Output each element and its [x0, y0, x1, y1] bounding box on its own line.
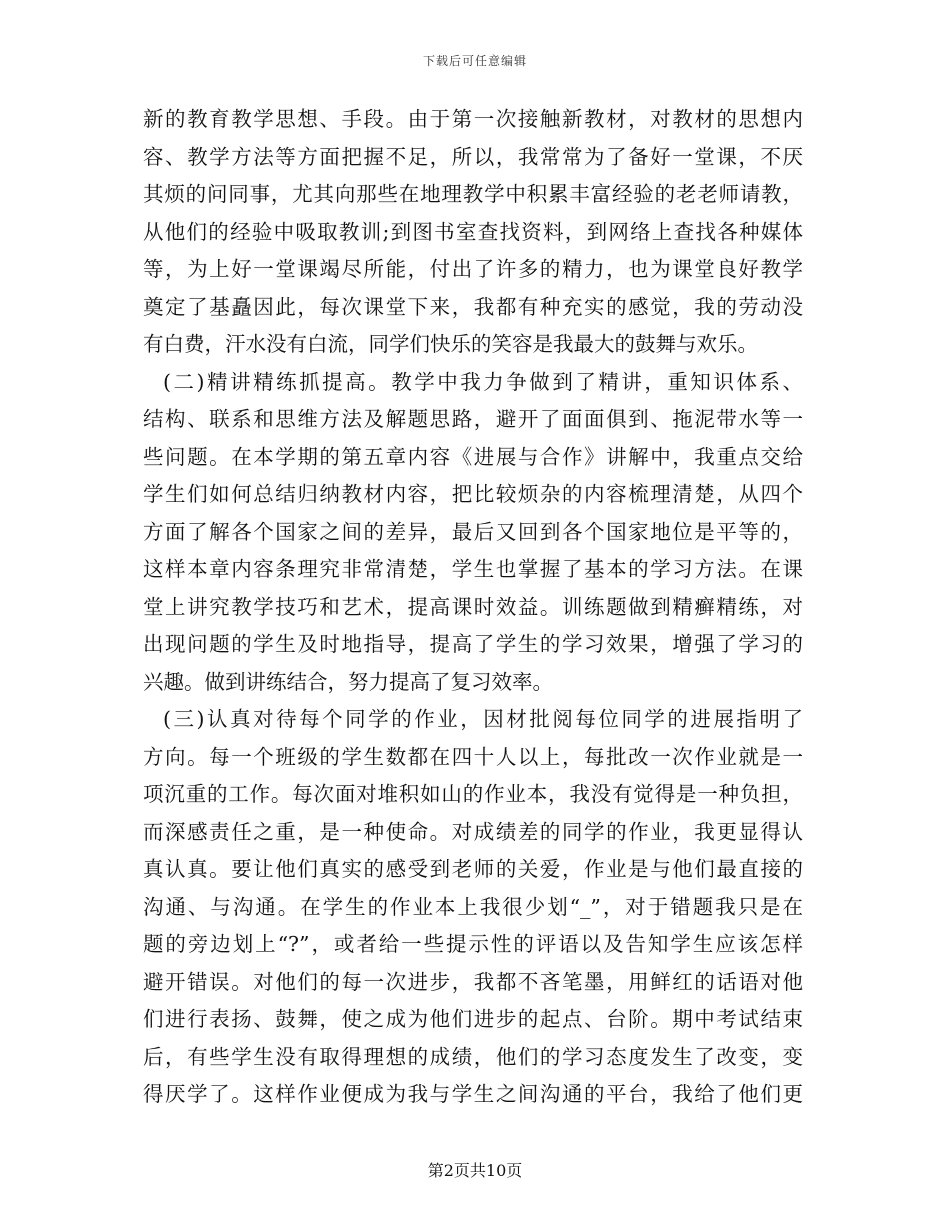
text-line: 方向。每一个班级的学生数都在四十人以上，每批改一次作业就是一	[143, 744, 803, 769]
text-line: 方面了解各个国家之间的差异，最后又回到各个国家地位是平等的，	[143, 519, 803, 544]
text-line: 容、教学方法等方面把握不足，所以，我常常为了备好一堂课，不厌	[143, 144, 803, 169]
document-body	[143, 101, 803, 1114]
text-line: 们进行表扬、鼓舞，使之成为他们进步的起点、台阶。期中考试结束	[143, 1007, 803, 1031]
text-line: 而深感责任之重，是一种使命。对成绩差的同学的作业，我更显得认	[143, 819, 803, 844]
paragraph-start-line: (三)认真对待每个同学的作业，因材批阅每位同学的进展指明了	[163, 707, 803, 731]
text-line: 得厌学了。这样作业便成为我与学生之间沟通的平台，我给了他们更	[143, 1082, 803, 1106]
text-line: 学生们如何总结归纳教材内容，把比较烦杂的内容梳理清楚，从四个	[143, 482, 803, 506]
text-line: 从他们的经验中吸取教训;到图书室查找资料，到网络上查找各种媒体	[143, 219, 803, 244]
text-line: 沟通、与沟通。在学生的作业本上我很少划“_”，对于错题我只是在	[143, 894, 803, 919]
text-line: 这样本章内容条理究非常清楚，学生也掌握了基本的学习方法。在课	[143, 557, 803, 581]
text-line: 题的旁边划上“?”，或者给一些提示性的评语以及告知学生应该怎样	[143, 932, 803, 956]
text-line: 真认真。要让他们真实的感受到老师的关爱，作业是与他们最直接的	[143, 857, 803, 881]
text-line: 些问题。在本学期的第五章内容《进展与合作》讲解中，我重点交给	[143, 444, 803, 469]
page-number: 第2页共10页	[427, 1161, 523, 1180]
text-line: 其烦的问同事，尤其向那些在地理教学中积累丰富经验的老老师请教，	[143, 182, 803, 206]
page-header-note: 下载后可任意编辑	[422, 54, 527, 68]
paragraph-start-line: (二)精讲精练抓提高。教学中我力争做到了精讲，重知识体系、	[163, 369, 803, 394]
text-line: 等，为上好一堂课竭尽所能，付出了许多的精力，也为课堂良好教学	[143, 257, 803, 281]
text-line: 新的教育教学思想、手段。由于第一次接触新教材，对教材的思想内	[143, 107, 803, 131]
text-line: 出现问题的学生及时地指导，提高了学生的学习效果，增强了学习的	[143, 632, 803, 656]
text-line: 有白费，汗水没有白流，同学们快乐的笑容是我最大的鼓舞与欢乐。	[143, 332, 758, 356]
text-line: 项沉重的工作。每次面对堆积如山的作业本，我没有觉得是一种负担，	[143, 782, 803, 806]
text-line: 奠定了基矗因此，每次课堂下来，我都有种充实的感觉，我的劳动没	[143, 294, 803, 319]
text-line: 避开错误。对他们的每一次进步，我都不吝笔墨，用鲜红的话语对他	[143, 969, 803, 994]
text-line: 堂上讲究教学技巧和艺术，提高课时效益。训练题做到精癣精练，对	[143, 594, 803, 619]
text-line: 后，有些学生没有取得理想的成绩，他们的学习态度发生了改变，变	[143, 1044, 803, 1069]
text-line: 结构、联系和思维方法及解题思路，避开了面面俱到、拖泥带水等一	[143, 407, 803, 431]
text-line: 兴趣。做到讲练结合，努力提高了复习效率。	[143, 669, 553, 694]
